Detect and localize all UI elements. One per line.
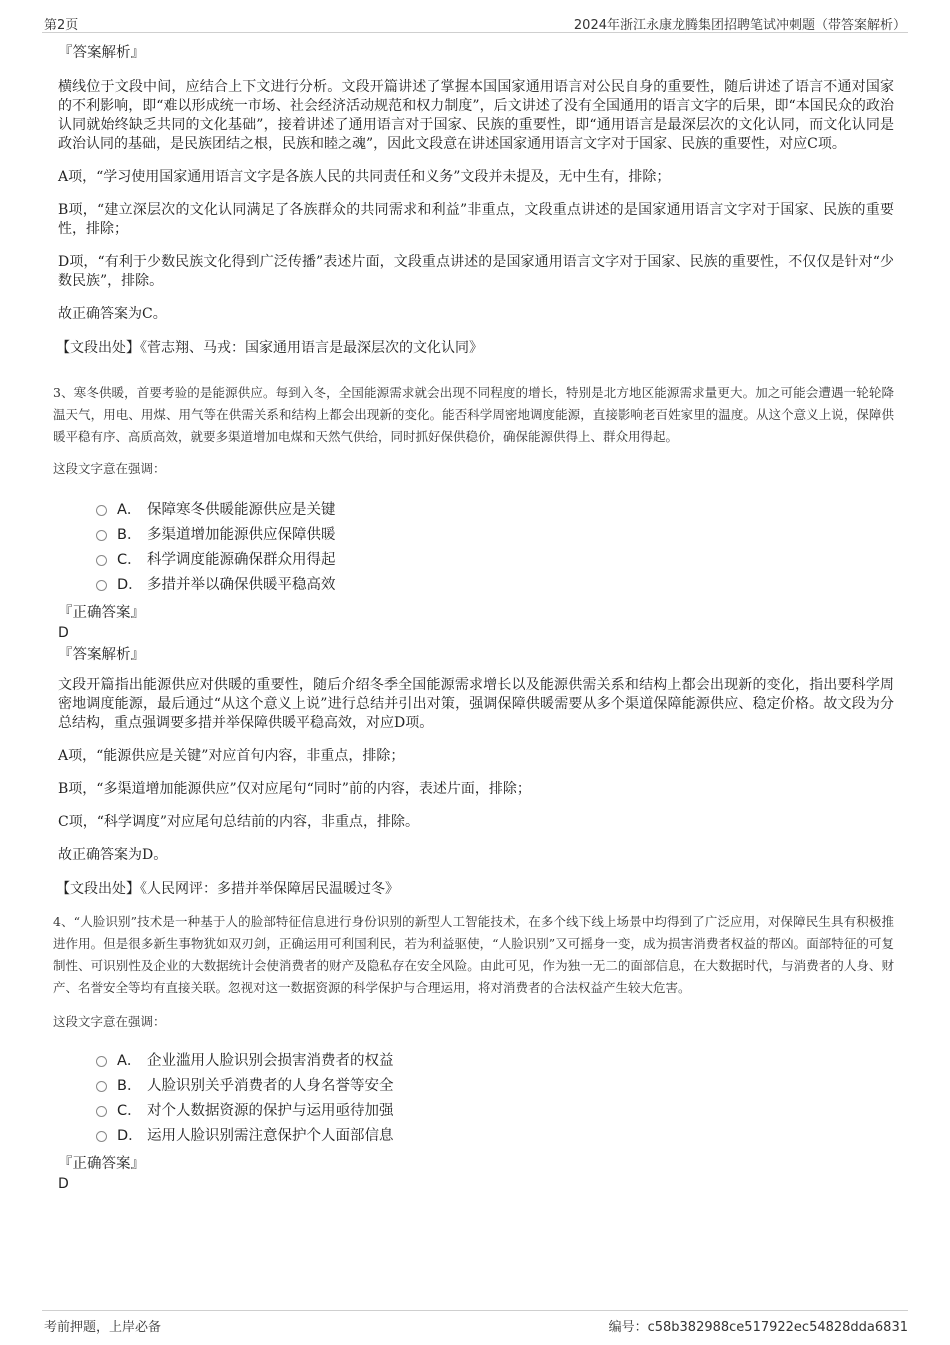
page-content: [53, 42, 894, 1193]
passage-source: 【文段出处】《菅志翔、马戎：国家通用语言是最深层次的文化认同》: [56, 340, 483, 356]
page-footer: [42, 1310, 908, 1335]
option-b[interactable]: [96, 521, 894, 546]
question-4-stem: 这段文字意在强调：: [53, 1014, 166, 1029]
option-text: 多渠道增加能源供应保障供暖: [147, 527, 336, 543]
option-letter: A．: [117, 502, 142, 518]
analysis-conclusion: 故正确答案为D。: [58, 847, 168, 863]
option-text: 运用人脸识别需注意保护个人面部信息: [147, 1128, 394, 1144]
radio-icon[interactable]: [96, 580, 107, 591]
analysis-conclusion: 故正确答案为C。: [58, 306, 167, 322]
correct-answer: D: [58, 1176, 69, 1192]
question-3-options: [96, 496, 894, 596]
analysis-note: C项，“科学调度”对应尾句总结前的内容，非重点，排除。: [58, 814, 420, 830]
analysis-note: A项，“能源供应是关键”对应首句内容，非重点，排除；: [58, 748, 405, 764]
footer-slogan: 考前押题，上岸必备: [44, 1320, 162, 1335]
radio-icon[interactable]: [96, 530, 107, 541]
correct-answer: D: [58, 625, 69, 641]
option-a[interactable]: [96, 496, 894, 521]
analysis-note: D项，“有利于少数民族文化得到广泛传播”表述片面，文段重点讲述的是国家通用语言文字对于国家、民族的重要性，不仅仅是针对“少数民族”，排除。: [58, 254, 894, 289]
option-text: 科学调度能源确保群众用得起: [147, 552, 336, 568]
analysis-label: 『答案解析』: [58, 45, 145, 61]
option-letter: C．: [117, 552, 142, 568]
option-c[interactable]: [96, 546, 894, 571]
radio-icon[interactable]: [96, 505, 107, 516]
analysis-text: 文段开篇指出能源供应对供暖的重要性，随后介绍冬季全国能源需求增长以及能源供需关系和结构上都会出现新的变化，指出要科学周密地调度能源，最后通过“从这个意义上说”进行总结并引出对策，强调保障供暖需要从多个渠道保障能源供应、稳定价格。故文段为分总结构，重点强调要多措并举保障供暖平稳高效，对应D项。: [58, 677, 894, 731]
analysis-note: B项，“建立深层次的文化认同满足了各族群众的共同需求和利益”非重点，文段重点讲述的是国家通用语言文字对于国家、民族的重要性，排除；: [58, 202, 894, 237]
option-a[interactable]: [96, 1047, 894, 1072]
option-letter: B．: [117, 1078, 142, 1094]
analysis-text: 横线位于文段中间，应结合上下文进行分析。文段开篇讲述了掌握本国国家通用语言对公民自身的重要性，随后讲述了语言不通对国家的不利影响，即“难以形成统一市场、社会经济活动规范和权力制度”，后文讲述了没有全国通用的语言文字的后果，即“本国民众的政治认同就始终缺乏共同的文化基础”，接着讲述了通用语言对于国家、民族的重要性，即“通用语言是最深层次的文化认同，而文化认同是政治认同的基础，是民族团结之根，民族和睦之魂”，因此文段意在讲述国家通用语言文字对于国家、民族的重要性，对应C项。: [58, 79, 894, 152]
option-b[interactable]: [96, 1072, 894, 1097]
correct-answer-label: 『正确答案』: [58, 1156, 145, 1172]
option-text: 保障寒冬供暖能源供应是关键: [147, 502, 336, 518]
analysis-note: A项，“学习使用国家通用语言文字是各族人民的共同责任和义务”文段并未提及，无中生有，排除；: [58, 169, 671, 185]
option-text: 对个人数据资源的保护与运用亟待加强: [147, 1103, 394, 1119]
option-letter: B．: [117, 527, 142, 543]
analysis-label: 『答案解析』: [58, 647, 145, 663]
question-3-text: 3、寒冬供暖，首要考验的是能源供应。每到入冬，全国能源需求就会出现不同程度的增长，特别是北方地区能源需求量更大。加之可能会遭遇一轮轮降温天气，用电、用煤、用气等在供需关系和结构上都会出现新的变化。能否科学周密地调度能源，直接影响老百姓家里的温度。从这个意义上说，保障供暖平稳有序、高质高效，就要多渠道增加电煤和天然气供给，同时抓好保供稳价，确保能源供得上、群众用得起。: [53, 385, 894, 444]
question-4-text: 4、“人脸识别”技术是一种基于人的脸部特征信息进行身份识别的新型人工智能技术，在多个线下线上场景中均得到了广泛应用，对保障民生具有积极推进作用。但是很多新生事物犹如双刃剑，正确运用可利国利民，若为利益驱使，“人脸识别”又可摇身一变，成为损害消费者权益的帮凶。面部特征的可复制性、可识别性及企业的大数据统计会使消费者的财产及隐私存在安全风险。由此可见，作为独一无二的面部信息，在大数据时代，与消费者的人身、财产、名誉安全等均有直接关联。忽视对这一数据资源的科学保护与合理运用，将对消费者的合法权益产生较大危害。: [53, 914, 894, 995]
page-header: [42, 10, 908, 33]
option-letter: C．: [117, 1103, 142, 1119]
question-3-stem: 这段文字意在强调：: [53, 461, 166, 476]
option-d[interactable]: [96, 571, 894, 596]
option-text: 人脸识别关乎消费者的人身名誉等安全: [147, 1078, 394, 1094]
radio-icon[interactable]: [96, 1056, 107, 1067]
radio-icon[interactable]: [96, 1106, 107, 1117]
passage-source: 【文段出处】《人民网评：多措并举保障居民温暖过冬》: [56, 881, 399, 897]
option-d[interactable]: [96, 1122, 894, 1147]
document-title: 2024年浙江永康龙腾集团招聘笔试冲刺题（带答案解析）: [573, 18, 906, 33]
option-text: 企业滥用人脸识别会损害消费者的权益: [147, 1053, 394, 1069]
option-letter: A．: [117, 1053, 142, 1069]
option-text: 多措并举以确保供暖平稳高效: [147, 577, 336, 593]
option-letter: D．: [117, 577, 143, 593]
option-c[interactable]: [96, 1097, 894, 1122]
radio-icon[interactable]: [96, 1131, 107, 1142]
analysis-note: B项，“多渠道增加能源供应”仅对应尾句“同时”前的内容，表述片面，排除；: [58, 781, 531, 797]
option-letter: D．: [117, 1128, 143, 1144]
radio-icon[interactable]: [96, 555, 107, 566]
correct-answer-label: 『正确答案』: [58, 605, 145, 621]
question-4-options: [96, 1047, 894, 1147]
radio-icon[interactable]: [96, 1081, 107, 1092]
page-number: 第2页: [44, 18, 79, 33]
document-id: 编号：c58b382988ce517922ec54828dda6831: [608, 1320, 908, 1335]
